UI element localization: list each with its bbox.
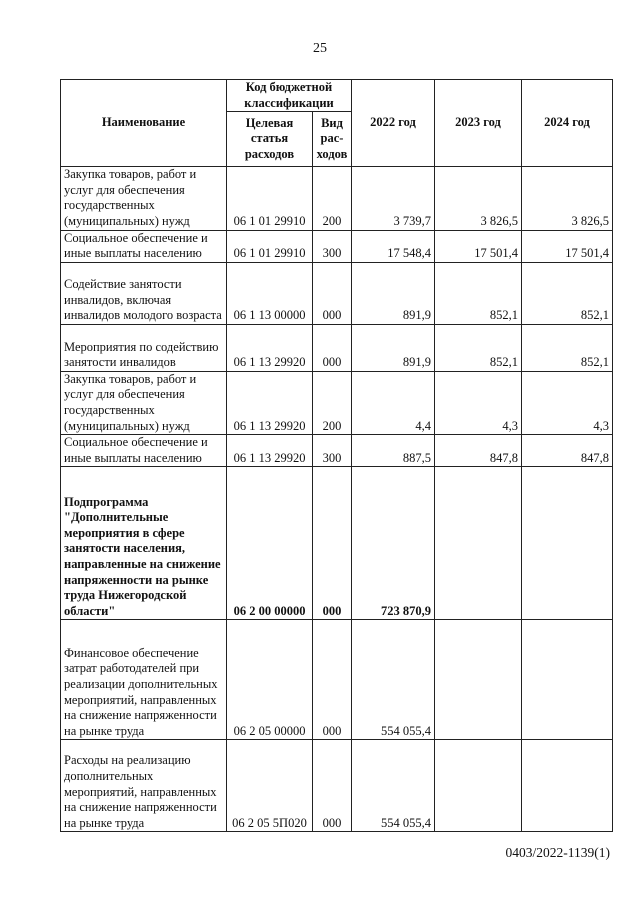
- row-expense-type: 300: [313, 230, 352, 262]
- row-2022: 554 055,4: [352, 740, 435, 832]
- row-name: Социальное обеспечение и иные выплаты населению: [61, 230, 227, 262]
- row-2024: 852,1: [522, 324, 613, 371]
- table-row: [61, 324, 613, 371]
- row-2024: [522, 620, 613, 740]
- row-code: 06 2 05 00000: [227, 620, 313, 740]
- row-expense-type: 200: [313, 371, 352, 434]
- row-2024: 847,8: [522, 435, 613, 467]
- row-expense-type: 000: [313, 740, 352, 832]
- row-2023: 4,3: [435, 371, 522, 434]
- header-kbk: Код бюджетной классификации: [227, 80, 352, 112]
- row-2022: 891,9: [352, 262, 435, 324]
- budget-table: [60, 79, 613, 832]
- row-2023: 17 501,4: [435, 230, 522, 262]
- row-2022: 17 548,4: [352, 230, 435, 262]
- header-2024: 2024 год: [522, 80, 613, 167]
- row-2024: [522, 467, 613, 620]
- row-expense-type: 200: [313, 167, 352, 230]
- table-row-subprogram: [61, 467, 613, 620]
- row-2024: [522, 740, 613, 832]
- row-code: 06 1 13 29920: [227, 371, 313, 434]
- row-code: 06 1 01 29910: [227, 167, 313, 230]
- row-2024: 17 501,4: [522, 230, 613, 262]
- row-name: Финансовое обеспечение затрат работодателей при реализации дополнительных мероприятий, направленных на снижение напряженности на рынке труда: [61, 620, 227, 740]
- row-name: Мероприятия по содействию занятости инвалидов: [61, 324, 227, 371]
- table-row: [61, 371, 613, 434]
- row-2023: [435, 620, 522, 740]
- row-2023: 847,8: [435, 435, 522, 467]
- row-name: Подпрограмма "Дополнительные мероприятия в сфере занятости населения, направленные на снижение напряженности на рынке труда Нижегородской области": [61, 467, 227, 620]
- row-name: Содействие занятости инвалидов, включая инвалидов молодого возраста: [61, 262, 227, 324]
- header-2023: 2023 год: [435, 80, 522, 167]
- row-name: Расходы на реализацию дополнительных мероприятий, направленных на снижение напряженности на рынке труда: [61, 740, 227, 832]
- row-expense-type: 000: [313, 620, 352, 740]
- header-target-article: Целевая статья расходов: [227, 112, 313, 167]
- row-expense-type: 000: [313, 262, 352, 324]
- row-2022: 887,5: [352, 435, 435, 467]
- row-2023: 852,1: [435, 324, 522, 371]
- row-code: 06 1 01 29910: [227, 230, 313, 262]
- table-row: [61, 262, 613, 324]
- row-code: 06 1 13 29920: [227, 435, 313, 467]
- row-2024: 3 826,5: [522, 167, 613, 230]
- row-2024: 4,3: [522, 371, 613, 434]
- row-2023: 3 826,5: [435, 167, 522, 230]
- row-code: 06 1 13 00000: [227, 262, 313, 324]
- row-code: 06 1 13 29920: [227, 324, 313, 371]
- table-row: [61, 435, 613, 467]
- row-name: Социальное обеспечение и иные выплаты населению: [61, 435, 227, 467]
- header-expense-type: Вид рас-ходов: [313, 112, 352, 167]
- row-2022: 891,9: [352, 324, 435, 371]
- header-name: Наименование: [61, 80, 227, 167]
- row-2023: [435, 740, 522, 832]
- row-name: Закупка товаров, работ и услуг для обеспечения государственных (муниципальных) нужд: [61, 371, 227, 434]
- row-2023: [435, 467, 522, 620]
- table-row: [61, 167, 613, 230]
- row-2022: 723 870,9: [352, 467, 435, 620]
- row-2024: 852,1: [522, 262, 613, 324]
- document-code: 0403/2022-1139(1): [505, 845, 610, 860]
- row-expense-type: 300: [313, 435, 352, 467]
- row-expense-type: 000: [313, 467, 352, 620]
- table-row: [61, 620, 613, 740]
- table-row: [61, 230, 613, 262]
- row-code: 06 2 00 00000: [227, 467, 313, 620]
- row-2022: 554 055,4: [352, 620, 435, 740]
- row-name: Закупка товаров, работ и услуг для обеспечения государственных (муниципальных) нужд: [61, 167, 227, 230]
- table-row: [61, 740, 613, 832]
- row-2022: 4,4: [352, 371, 435, 434]
- row-2022: 3 739,7: [352, 167, 435, 230]
- row-code: 06 2 05 5П020: [227, 740, 313, 832]
- row-expense-type: 000: [313, 324, 352, 371]
- row-2023: 852,1: [435, 262, 522, 324]
- header-2022: 2022 год: [352, 80, 435, 167]
- page-number: 25: [313, 41, 327, 56]
